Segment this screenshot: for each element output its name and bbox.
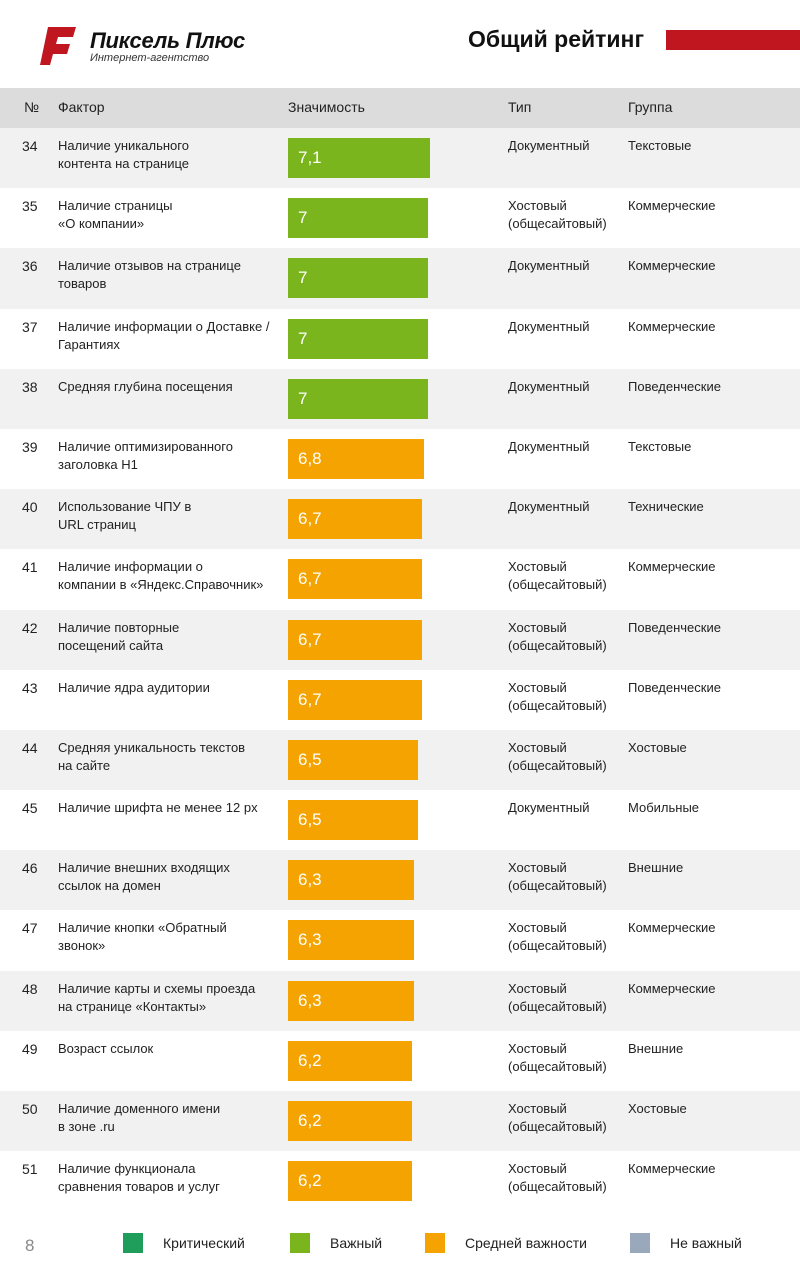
factor-type: Хостовый (общесайтовый) (508, 559, 607, 593)
table-header (0, 88, 800, 128)
factor-type: Хостовый (общесайтовый) (508, 679, 607, 713)
factor-name: Возраст ссылок (58, 1040, 154, 1056)
row-number: 35 (22, 198, 38, 215)
factor-name: Средняя глубина посещения (58, 378, 233, 394)
row-number: 47 (22, 920, 38, 937)
importance-bar: 6,8 (288, 439, 424, 479)
table-row (0, 429, 800, 489)
table-body (0, 128, 800, 1211)
factor-group: Коммерческие (628, 559, 716, 575)
factor-type: Хостовый (общесайтовый) (508, 198, 607, 232)
row-number: 38 (22, 378, 38, 395)
table-row (0, 309, 800, 369)
factor-name: Наличие шрифта не менее 12 px (58, 800, 258, 816)
factor-group: Технические (628, 499, 704, 515)
header-num: № (24, 99, 40, 115)
table-row (0, 1091, 800, 1151)
page-title: Общий рейтинг (468, 26, 645, 52)
factor-name: Наличие оптимизированного заголовка H1 (58, 438, 233, 472)
factor-name: Наличие информации о Доставке / Гарантиях (58, 318, 270, 352)
factor-name: Наличие страницы «О компании» (58, 198, 173, 232)
factor-name: Наличие функционала сравнения товаров и услуг (58, 1161, 220, 1195)
factor-group: Коммерческие (628, 198, 716, 214)
pixel-plus-logo-icon (40, 27, 76, 65)
importance-bar: 6,3 (288, 920, 414, 960)
page-header (0, 0, 800, 88)
table-row (0, 188, 800, 248)
row-number: 49 (22, 1040, 38, 1057)
factor-name: Использование ЧПУ в URL страниц (58, 499, 192, 533)
factor-name: Наличие отзывов на странице товаров (58, 258, 241, 292)
importance-bar: 6,2 (288, 1041, 412, 1081)
row-number: 43 (22, 679, 38, 696)
importance-bar: 6,7 (288, 620, 422, 660)
table-row (0, 730, 800, 790)
row-number: 44 (22, 739, 38, 756)
factor-type: Документный (508, 499, 590, 515)
table-row (0, 489, 800, 549)
row-number: 36 (22, 258, 38, 275)
table-row (0, 248, 800, 308)
importance-bar: 6,2 (288, 1101, 412, 1141)
legend-label: Критический (163, 1235, 245, 1251)
row-number: 40 (22, 499, 38, 516)
factor-type: Документный (508, 438, 590, 454)
header-factor: Фактор (58, 99, 105, 115)
importance-bar: 6,3 (288, 981, 414, 1021)
factor-name: Наличие информации о компании в «Яндекс.Справочник» (58, 559, 264, 593)
table-row (0, 850, 800, 910)
header-group: Группа (628, 99, 673, 115)
factor-type: Хостовый (общесайтовый) (508, 739, 607, 773)
factor-type: Хостовый (общесайтовый) (508, 1161, 607, 1195)
row-number: 41 (22, 559, 38, 576)
factor-type: Документный (508, 318, 590, 334)
factor-group: Мобильные (628, 800, 700, 816)
factor-name: Наличие доменного имени в зоне .ru (58, 1101, 221, 1134)
factor-group: Коммерческие (628, 318, 716, 334)
row-number: 34 (22, 138, 38, 154)
factor-group: Внешние (628, 860, 684, 876)
factor-group: Коммерческие (628, 1161, 716, 1177)
legend-label: Важный (330, 1235, 383, 1251)
factor-name: Средняя уникальность текстов на сайте (58, 739, 246, 773)
table-row (0, 790, 800, 850)
factor-type: Хостовый (общесайтовый) (508, 860, 607, 894)
row-number: 37 (22, 318, 38, 335)
factor-group: Коммерческие (628, 258, 716, 274)
importance-bar: 6,7 (288, 680, 422, 720)
factor-type: Хостовый (общесайтовый) (508, 1101, 607, 1134)
row-number: 48 (22, 980, 38, 997)
brand-name: Пиксель Плюс (90, 28, 245, 53)
table-row (0, 1151, 800, 1211)
factor-group: Хостовые (628, 1101, 687, 1116)
header-type: Тип (508, 99, 532, 115)
legend-swatch (290, 1233, 310, 1253)
importance-bar: 6,7 (288, 499, 422, 539)
table-row (0, 1031, 800, 1091)
importance-bar: 6,7 (288, 559, 422, 599)
factor-type: Документный (508, 800, 590, 816)
factor-group: Поведенческие (628, 619, 721, 635)
row-number: 51 (22, 1161, 38, 1178)
factor-name: Наличие ядра аудитории (58, 679, 210, 695)
row-number: 45 (22, 800, 38, 817)
importance-bar: 6,5 (288, 800, 418, 840)
importance-bar: 6,5 (288, 740, 418, 780)
importance-bar: 7,1 (288, 138, 430, 178)
row-number: 42 (22, 619, 38, 636)
table-row (0, 910, 800, 970)
importance-bar: 7 (288, 319, 428, 359)
factor-type: Документный (508, 378, 590, 394)
factor-type: Хостовый (общесайтовый) (508, 920, 607, 954)
table-row (0, 610, 800, 670)
factor-group: Текстовые (628, 138, 692, 153)
factor-group: Текстовые (628, 438, 692, 454)
table-row (0, 128, 800, 188)
factor-name: Наличие уникального контента на странице (58, 138, 190, 171)
row-number: 50 (22, 1101, 38, 1117)
importance-bar: 7 (288, 379, 428, 419)
factor-type: Хостовый (общесайтовый) (508, 980, 607, 1014)
factor-type: Документный (508, 258, 590, 274)
header-importance: Значимость (288, 99, 365, 115)
factor-group: Коммерческие (628, 980, 716, 996)
factor-group: Коммерческие (628, 920, 716, 936)
factor-group: Хостовые (628, 739, 687, 755)
table-row (0, 971, 800, 1031)
importance-bar: 6,3 (288, 860, 414, 900)
row-number: 46 (22, 860, 38, 877)
legend-swatch (123, 1233, 143, 1253)
table-row (0, 369, 800, 429)
factor-name: Наличие повторные посещений сайта (58, 619, 180, 653)
factor-group: Поведенческие (628, 679, 721, 695)
factor-type: Документный (508, 138, 590, 153)
page-footer (0, 1210, 800, 1280)
brand-subtitle: Интернет-агентство (90, 52, 210, 64)
importance-bar: 7 (288, 198, 428, 238)
importance-bar: 7 (288, 258, 428, 298)
factor-name: Наличие карты и схемы проезда на странице «Контакты» (58, 980, 256, 1014)
legend-label: Средней важности (465, 1235, 587, 1251)
table-row (0, 670, 800, 730)
factor-type: Хостовый (общесайтовый) (508, 1040, 607, 1074)
factor-name: Наличие внешних входящих ссылок на домен (58, 860, 230, 894)
factor-type: Хостовый (общесайтовый) (508, 619, 607, 653)
legend-swatch (630, 1233, 650, 1253)
factor-group: Внешние (628, 1040, 684, 1056)
page-number: 8 (25, 1236, 35, 1255)
importance-bar: 6,2 (288, 1161, 412, 1201)
legend-swatch (425, 1233, 445, 1253)
legend-label: Не важный (670, 1235, 742, 1251)
factor-group: Поведенческие (628, 378, 721, 394)
table-row (0, 549, 800, 609)
title-accent-bar (666, 30, 800, 50)
factor-name: Наличие кнопки «Обратный звонок» (58, 920, 227, 954)
row-number: 39 (22, 438, 38, 455)
